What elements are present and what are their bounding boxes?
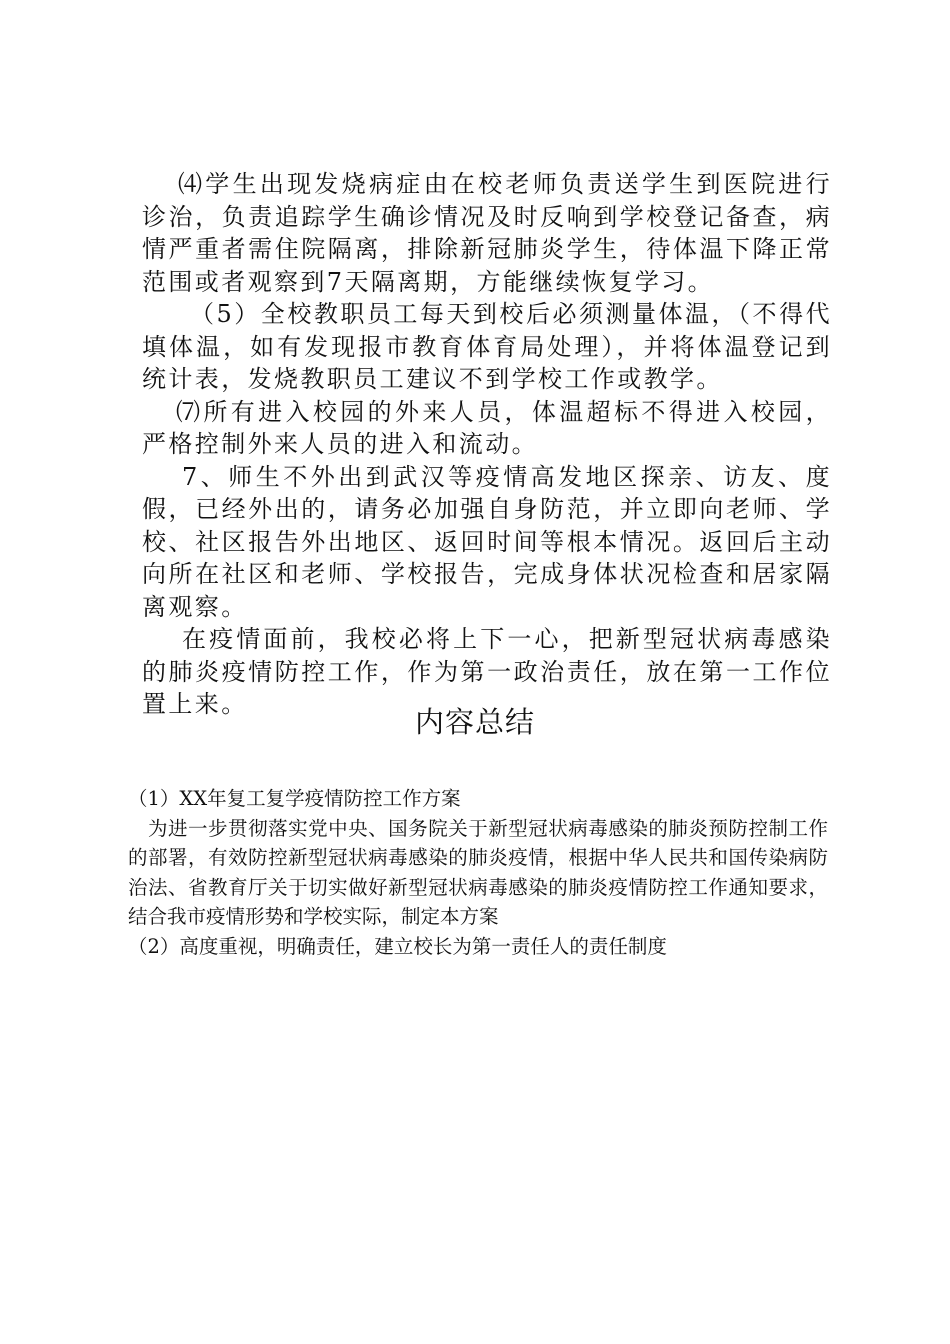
- summary-item: （2）高度重视，明确责任，建立校长为第一责任人的责任制度: [128, 934, 667, 958]
- summary-title: 内容总结: [414, 705, 535, 739]
- paragraph-visitors: ⑺所有进入校园的外来人员，体温超标不得进入校园，严格控制外来人员的进入和流动。: [142, 397, 832, 458]
- summary-item: 为进一步贯彻落实党中央、国务院关于新型冠状病毒感染的肺炎预防控制工作的部署，有效防控新型冠状病毒感染的肺炎疫情，根据中华人民共和国传染病防治法、省教育厅关于切实做好新型冠状病毒感染的肺炎疫情防控工作通知要求，结合我市疫情形势和学校实际，制定本方案: [128, 816, 828, 928]
- paragraph-fever-students: ⑷学生出现发烧病症由在校老师负责送学生到医院进行诊治，负责追踪学生确诊情况及时反响到学校登记备查，病情严重者需住院隔离，排除新冠肺炎学生，待体温下降正常范围或者观察到7天隔离期，方能继续恢复学习。: [142, 170, 832, 296]
- summary-item: （1）XX年复工复学疫情防控工作方案: [128, 787, 461, 810]
- document-body: [142, 168, 832, 721]
- paragraph-conclusion: 在疫情面前，我校必将上下一心，把新型冠状病毒感染的肺炎疫情防控工作，作为第一政治责任，放在第一工作位置上来。: [142, 625, 832, 718]
- paragraph-staff-temperature: （5）全校教职员工每天到校后必须测量体温，（不得代填体温，如有发现报市教育体育局处理），并将体温登记到统计表，发烧教职员工建议不到学校工作或教学。: [142, 300, 832, 393]
- summary-section: [128, 784, 828, 961]
- paragraph-travel: 7、师生不外出到武汉等疫情高发地区探亲、访友、度假，已经外出的，请务必加强自身防范，并立即向老师、学校、社区报告外出地区、返回时间等根本情况。返回后主动向所在社区和老师、学校报告，完成身体状况检查和居家隔离观察。: [142, 462, 832, 621]
